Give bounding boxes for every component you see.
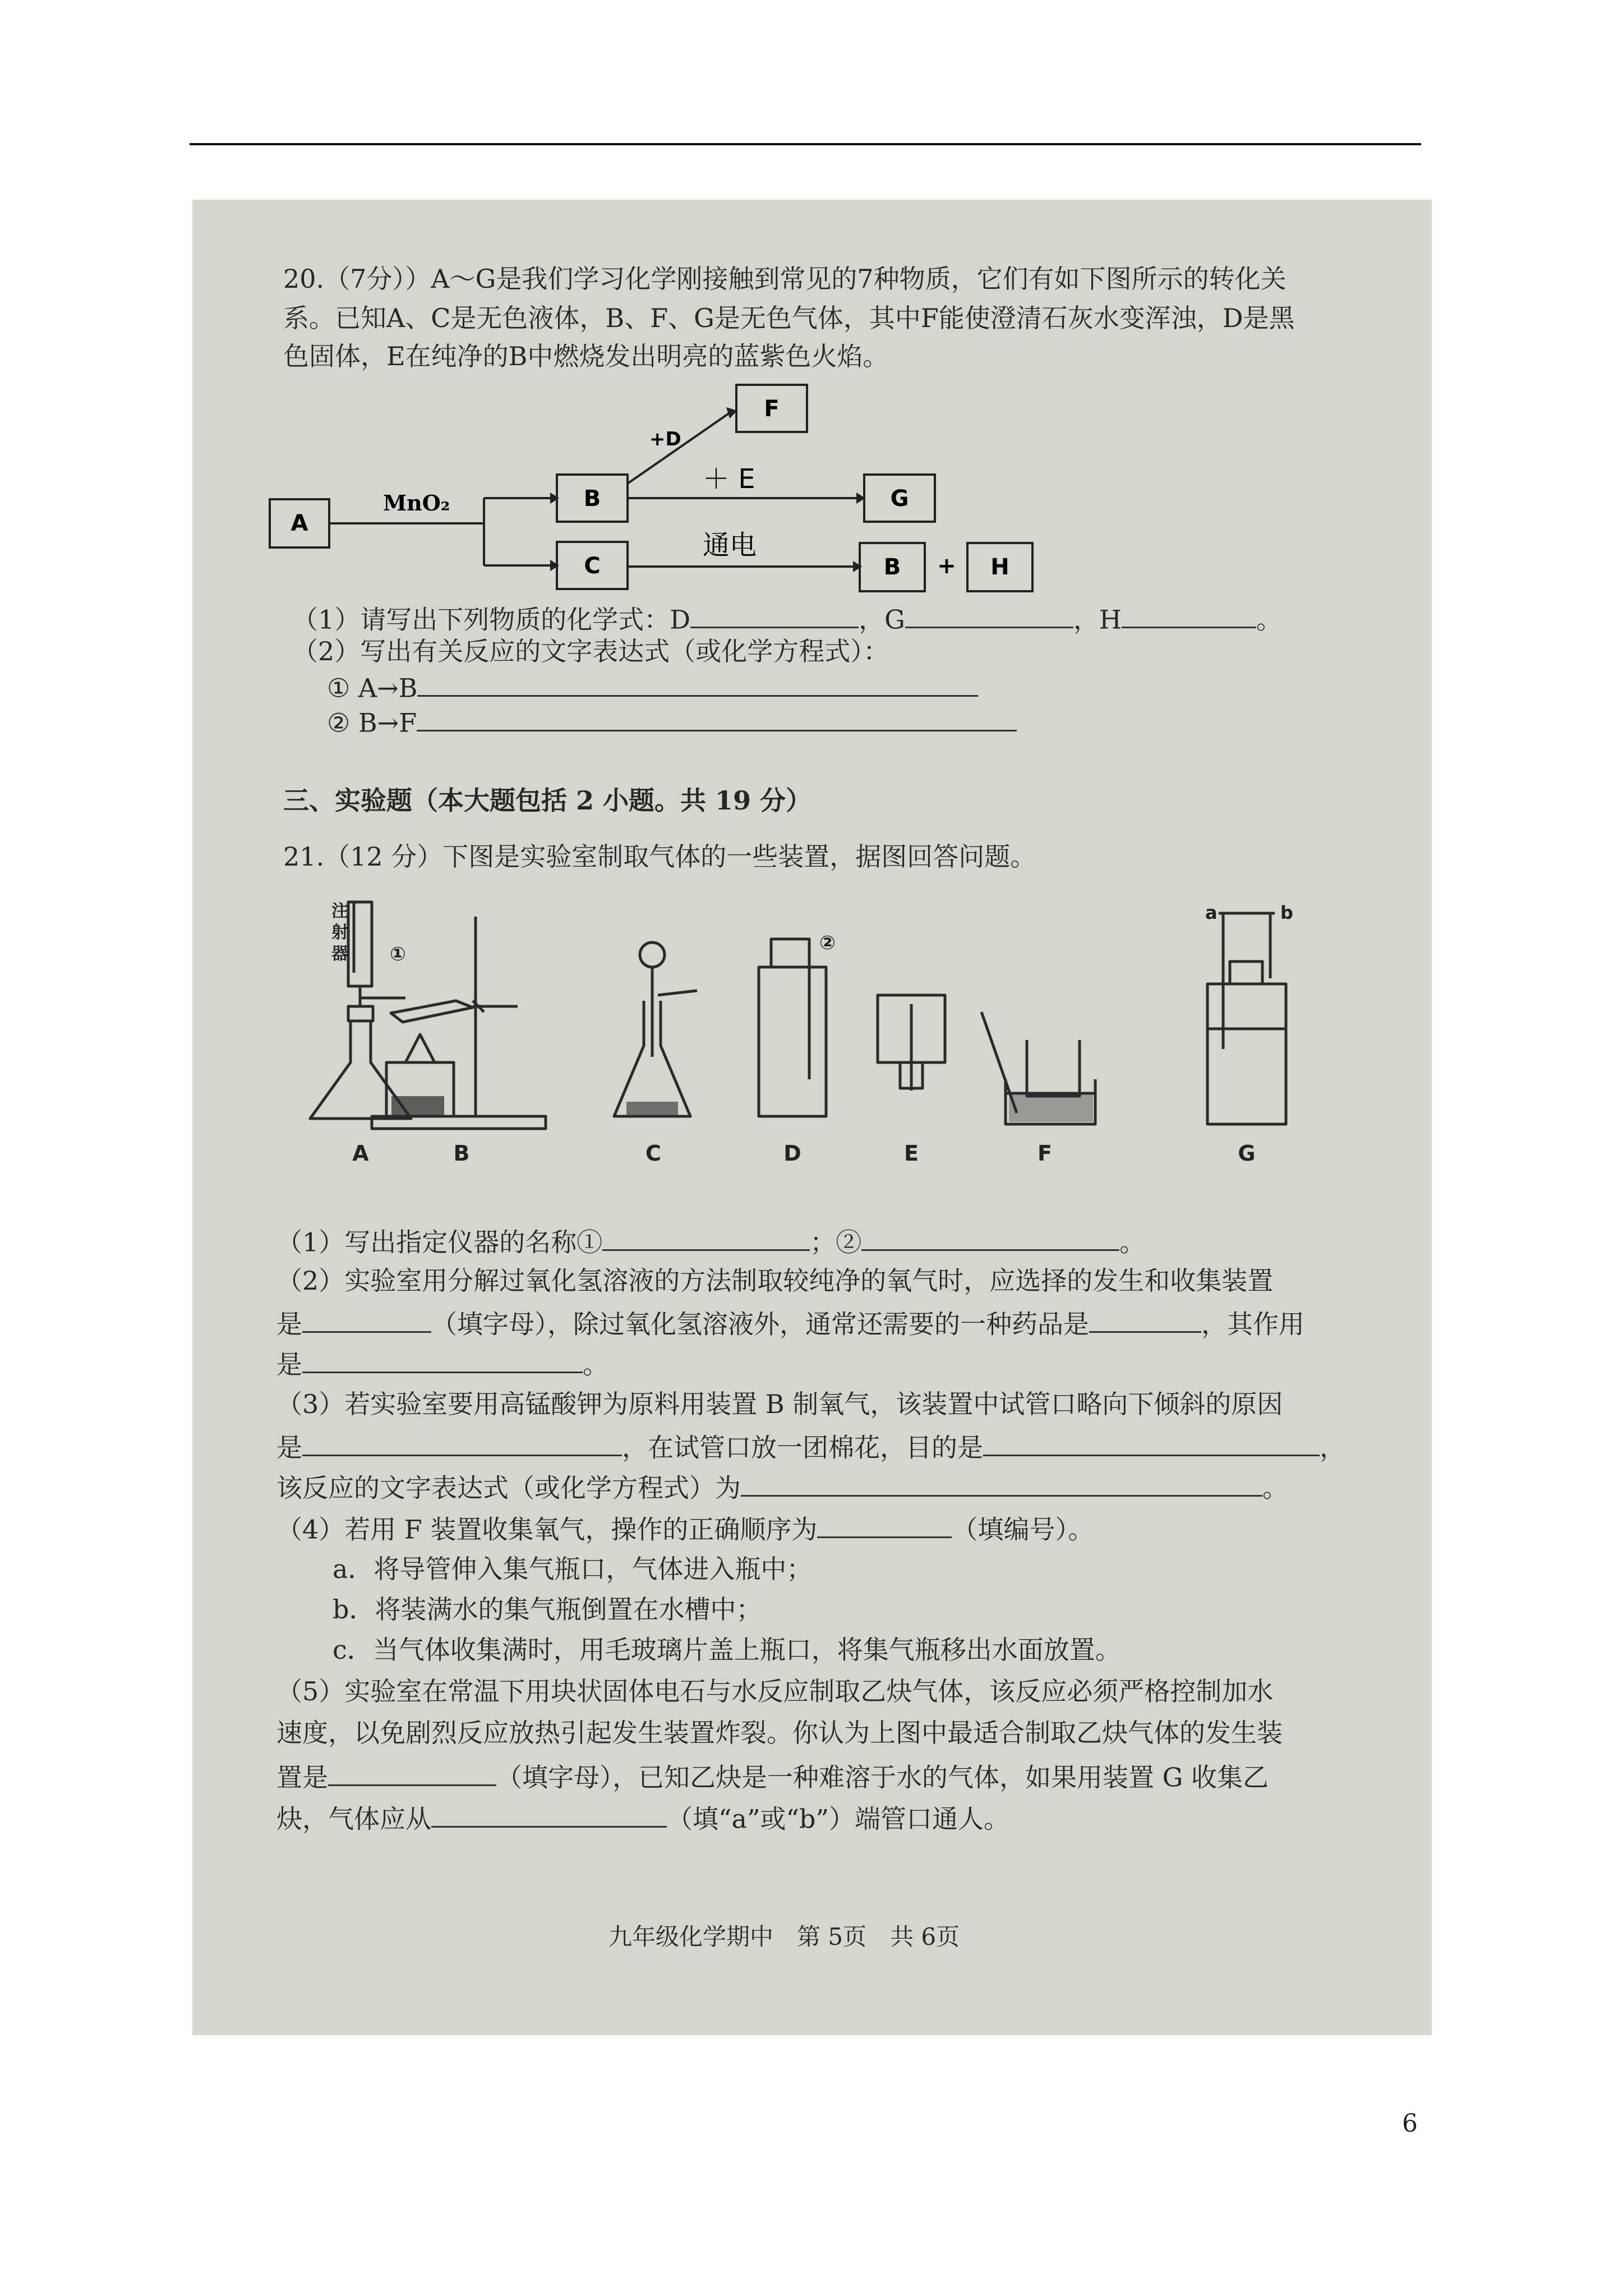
q21-p1 [276, 1226, 1146, 1258]
node-h: H [990, 554, 1009, 580]
q21-p5-l4b: （填“a”或“b”）端管口通人。 [667, 1803, 1009, 1834]
q21-p3-l2a: 是 [276, 1432, 302, 1463]
answer-blank-generator[interactable] [328, 1761, 496, 1786]
answer-blank-reason[interactable] [302, 1432, 622, 1456]
syringe-label-1: 注 [331, 901, 348, 921]
answer-blank-function[interactable] [302, 1349, 583, 1373]
q20-p2-label: （2）写出有关反应的文字表达式（或化学方程式）： [292, 636, 889, 666]
q21-title: 21.（12 分）下图是实验室制取气体的一些装置，据图回答问题。 [283, 841, 1036, 872]
q21-p2-l2b: （填字母），除过氧化氢溶液外，通常还需要的一种药品是 [431, 1309, 1089, 1340]
q21-p3-l2c: ， [1320, 1432, 1345, 1463]
node-b: B [583, 486, 601, 512]
answer-blank-b-to-f[interactable] [417, 707, 1017, 731]
exam-page-photo [192, 200, 1432, 2035]
apparatus-c-label: C [645, 1141, 661, 1166]
answer-blank-instrument-2[interactable] [861, 1226, 1119, 1251]
q21-p5-line1: （5）实验室在常温下用块状固体电石与水反应制取乙炔气体，该反应必须严格控制加水 [276, 1676, 1274, 1706]
conversion-diagram-svg [260, 379, 1269, 604]
node-c: C [584, 553, 601, 579]
q20-line1: 20.（7分））A～G是我们学习化学刚接触到常见的7种物质，它们有如下图所示的转化关 [283, 264, 1287, 294]
q20-p1-end: 。 [1256, 604, 1283, 635]
answer-blank-equation[interactable] [741, 1472, 1262, 1497]
apparatus-d-label: D [783, 1141, 801, 1166]
q20-p1 [292, 604, 1283, 635]
q20-p2-b [327, 707, 1017, 738]
q20-p1-g: ，G [859, 604, 905, 635]
answer-blank-d[interactable] [690, 604, 859, 628]
q21-p4-option-c: c．当气体收集满时，用毛玻璃片盖上瓶口，将集气瓶移出水面放置。 [333, 1635, 1121, 1665]
mark-2: ② [819, 932, 836, 954]
q20-line3: 色固体，E在纯净的B中燃烧发出明亮的蓝紫色火焰。 [283, 341, 889, 371]
apparatus-a-label: A [352, 1141, 369, 1166]
answer-blank-reagent[interactable] [1089, 1308, 1201, 1333]
q21-p5-l3a: 置是 [276, 1762, 328, 1793]
top-rule [190, 143, 1421, 145]
q21-p2-l3b: 。 [583, 1349, 608, 1380]
apparatus-figure [288, 894, 1353, 1186]
q21-p2-l2c: ，其作用 [1201, 1309, 1304, 1340]
electrolysis-label: 通电 [703, 530, 757, 561]
apparatus-b-label: B [453, 1141, 470, 1166]
port-b-label: b [1280, 902, 1293, 923]
q21-p3-line2 [276, 1432, 1345, 1463]
q21-p2-l2a: 是 [276, 1309, 302, 1340]
node-g: G [890, 486, 909, 512]
q21-p1-sep: ；② [810, 1227, 862, 1258]
q21-p3-line3 [276, 1472, 1288, 1501]
answer-blank-a-to-b[interactable] [417, 672, 978, 697]
node-a: A [291, 510, 308, 536]
q21-p2-l3a: 是 [276, 1349, 302, 1380]
answer-blank-g[interactable] [905, 604, 1073, 628]
apparatus-f-label: F [1038, 1141, 1052, 1166]
q20-p1-label: （1）请写出下列物质的化学式：D [292, 604, 691, 635]
plus-sign: + [937, 553, 956, 579]
q21-p5-l3b: （填字母），已知乙炔是一种难溶于水的气体，如果用装置 G 收集乙 [496, 1762, 1269, 1793]
apparatus-figure-svg [288, 894, 1353, 1186]
q21-p4-hint: （填编号）。 [952, 1514, 1094, 1545]
answer-blank-apparatus[interactable] [302, 1308, 431, 1333]
mno2-label: MnO₂ [383, 490, 450, 516]
q21-p4 [276, 1513, 1094, 1545]
q21-p1-label: （1）写出指定仪器的名称① [276, 1227, 603, 1258]
q20-p2-b-label: ② B→F [327, 707, 417, 738]
q21-p3-l3b: 。 [1262, 1473, 1288, 1503]
q20-line2: 系。已知A、C是无色液体，B、F、G是无色气体，其中F能使澄清石灰水变浑浊，D是黑 [283, 303, 1295, 333]
syringe-label-2: 射 [331, 923, 348, 942]
q21-p3-l3a: 该反应的文字表达式（或化学方程式）为 [276, 1473, 741, 1503]
plus-d-label: +D [649, 428, 681, 450]
q21-p2-line2 [276, 1308, 1304, 1340]
answer-blank-port[interactable] [431, 1803, 667, 1828]
conversion-diagram [260, 379, 1269, 604]
q20-p2-a [327, 672, 978, 701]
q21-p4-option-a: a．将导管伸入集气瓶口，气体进入瓶中； [333, 1554, 813, 1584]
answer-blank-instrument-1[interactable] [602, 1226, 810, 1251]
port-a-label: a [1205, 902, 1218, 923]
section-3-heading: 三、实验题（本大题包括 2 小题。共 19 分） [283, 785, 812, 816]
plus-e-label: ＋ E [703, 463, 755, 495]
node-f: F [764, 396, 780, 422]
q21-p1-end: 。 [1119, 1227, 1146, 1258]
q21-p5-line4 [276, 1803, 1009, 1832]
node-b-product: B [883, 554, 901, 580]
page-number: 6 [1402, 2109, 1418, 2138]
answer-blank-h[interactable] [1122, 604, 1256, 628]
apparatus-g-label: G [1238, 1141, 1256, 1166]
q21-p5-l4a: 炔，气体应从 [276, 1803, 431, 1834]
q21-p4-option-b: b．将装满水的集气瓶倒置在水槽中； [333, 1594, 762, 1625]
mark-1: ① [390, 943, 406, 965]
q21-p5-line2: 速度，以免剧烈反应放热引起发生装置炸裂。你认为上图中最适合制取乙炔气体的发生装 [276, 1718, 1283, 1748]
q21-p4-label: （4）若用 F 装置收集氧气，操作的正确顺序为 [276, 1514, 818, 1545]
apparatus-e-label: E [904, 1141, 919, 1166]
q20-p1-h: ，H [1073, 604, 1122, 635]
q20-p2-a-label: ① A→B [327, 673, 418, 703]
q21-p2-line1: （2）实验室用分解过氧化氢溶液的方法制取较纯净的氧气时，应选择的发生和收集装置 [276, 1266, 1274, 1296]
answer-blank-cotton-purpose[interactable] [983, 1432, 1320, 1456]
q21-p5-line3 [276, 1761, 1269, 1793]
q21-p3-line1: （3）若实验室要用高锰酸钾为原料用装置 B 制氧气，该装置中试管口略向下倾斜的原因 [276, 1389, 1283, 1419]
q21-p2-line3 [276, 1349, 608, 1380]
answer-blank-order[interactable] [817, 1513, 952, 1538]
page-footer: 九年级化学期中 第 5页 共 6页 [608, 1923, 960, 1950]
q21-p3-l2b: ，在试管口放一团棉花，目的是 [622, 1432, 983, 1463]
syringe-label-3: 器 [331, 944, 348, 964]
